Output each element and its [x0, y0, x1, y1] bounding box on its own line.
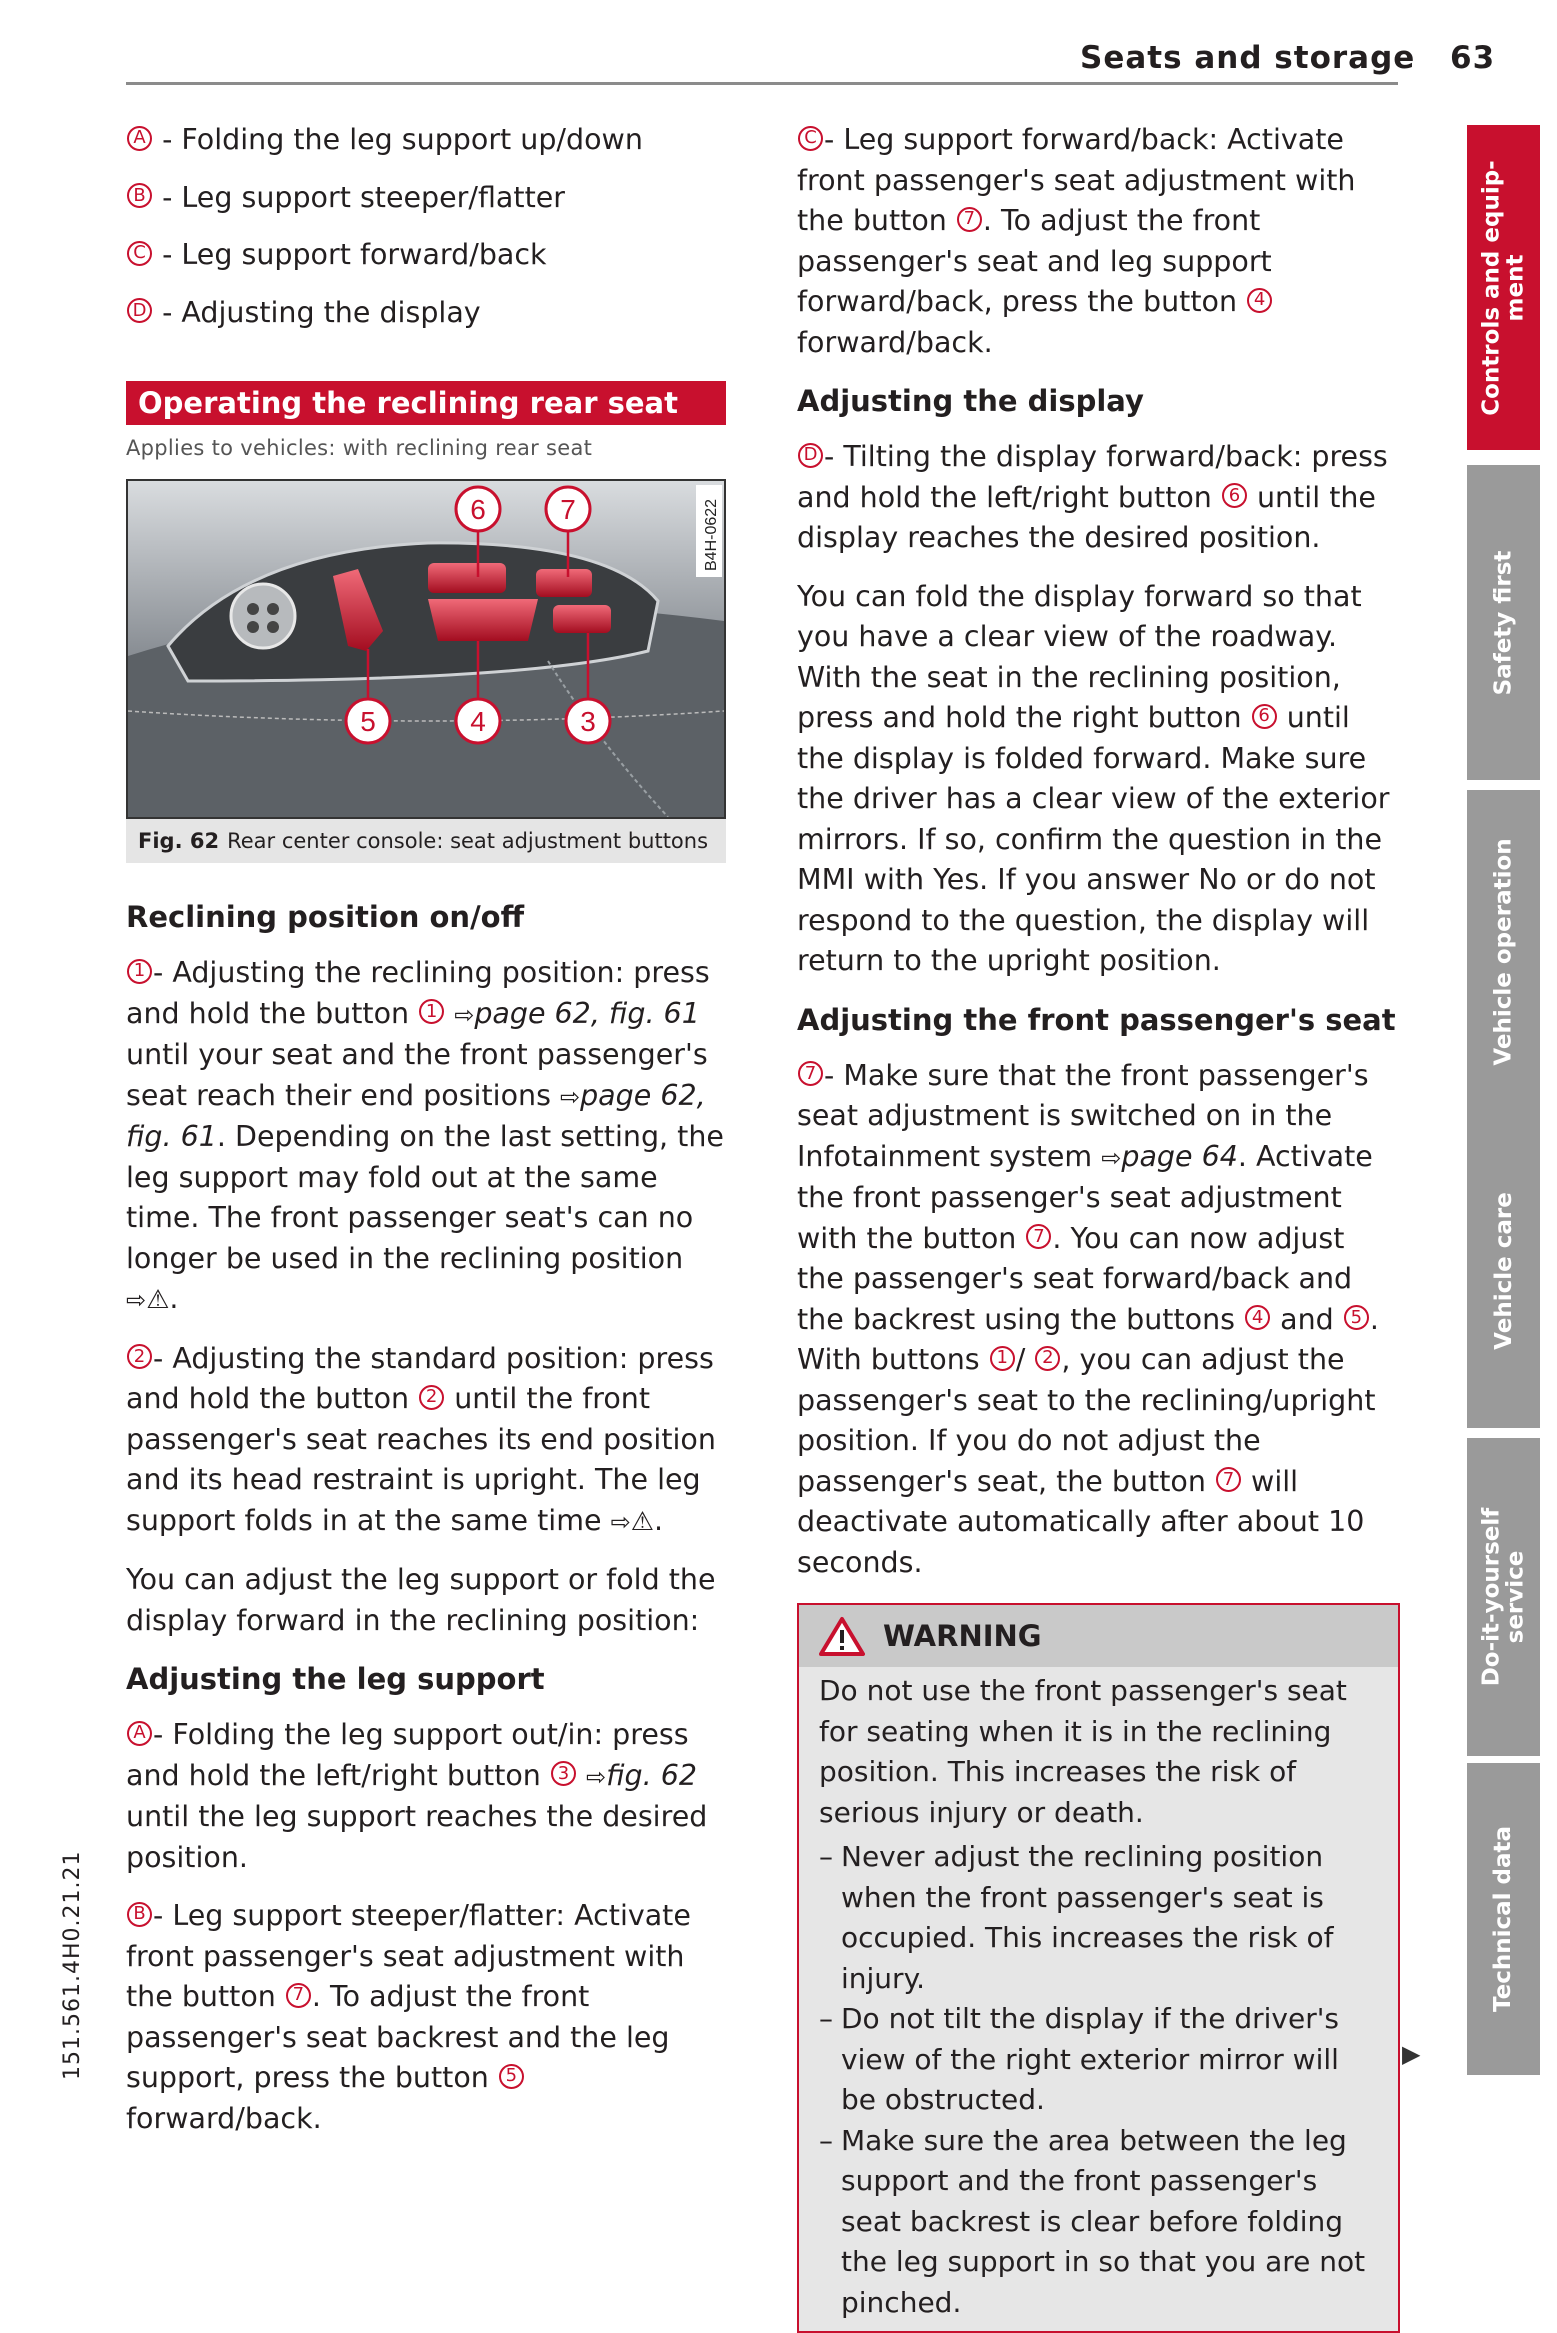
tab-diy-service[interactable] — [1467, 1438, 1540, 1756]
warning-box — [797, 1603, 1400, 2333]
number-circle: 3 — [551, 1761, 576, 1786]
callout-label: 6 — [470, 494, 486, 525]
letter-circle: B — [127, 183, 152, 208]
number-circle: 4 — [1245, 1305, 1270, 1330]
number-circle: 4 — [1247, 288, 1272, 313]
next-page-arrow-icon[interactable]: ▶ — [1402, 2040, 1421, 2068]
left-column — [126, 120, 726, 2157]
tab-technical-data[interactable] — [1467, 1763, 1540, 2075]
number-circle: 2 — [1035, 1346, 1060, 1371]
number-circle: 7 — [798, 1061, 823, 1086]
number-circle: 2 — [419, 1385, 444, 1410]
cross-ref-arrow-icon: ⇨ — [126, 1286, 147, 1314]
tab-label: Do-it-yourself service — [1478, 1507, 1529, 1687]
number-circle: 7 — [1216, 1467, 1241, 1492]
letter-circle: C — [127, 241, 152, 266]
tab-safety[interactable] — [1467, 465, 1540, 780]
callout-label: 4 — [470, 706, 486, 737]
warning-item: – Never adjust the reclining position when the front passenger's seat is occupied. This increases the risk of injury. — [819, 1837, 1378, 1999]
warning-body — [799, 1667, 1398, 2331]
running-header-section: Seats and storage — [1080, 40, 1416, 76]
right-column — [797, 120, 1400, 2333]
paragraph-front-passenger: 7 - Make sure that the front passenger's seat adjustment is switched on in the Infotainment system ⇨page 64. Activate the front passenger's seat adjustment with the button 7 . You can now adjust the passenger's seat forward/back and the backrest using the buttons 4 and 5 . With buttons 1 / 2 , you can adjust the passenger's seat to the reclining/upright position. If you do not adjust the passenger's seat, the button 7 will deactivate automatically after about 10 seconds. — [797, 1058, 1379, 1579]
tab-label: Safety first — [1490, 550, 1517, 695]
tab-label: Vehicle operation — [1490, 837, 1517, 1066]
paragraph-standard: 2 - Adjusting the standard position: press and hold the button 2 until the front passenger's seat reaches its end position and its head restraint is upright. The leg support folds in at the same time ⇨⚠. — [126, 1341, 716, 1537]
legend-item: C - Leg support forward/back — [126, 235, 726, 276]
number-circle: 5 — [499, 2064, 524, 2089]
cross-ref[interactable]: page 62, fig. 61 — [474, 996, 700, 1030]
warning-item: – Do not tilt the display if the driver's view of the right exterior mirror will be obstructed. — [819, 1999, 1378, 2121]
number-circle: 6 — [1252, 704, 1277, 729]
heading-reclining: Reclining position on/off — [126, 900, 525, 934]
paragraph-adjust-intro: You can adjust the leg support or fold the display forward in the reclining position: — [126, 1563, 716, 1637]
cross-ref[interactable]: page 64 — [1121, 1139, 1238, 1173]
paragraph-leg-b: B - Leg support steeper/flatter: Activate front passenger's seat adjustment with the button 7 . To adjust the front passenger's seat backrest and the leg support, press the button 5 forward/back. — [126, 1899, 691, 2135]
letter-circle: A — [127, 126, 152, 151]
cross-ref-arrow-icon: ⇨ — [1101, 1143, 1122, 1172]
legend-item: A - Folding the leg support up/down — [126, 120, 726, 161]
paragraph-leg-a: A - Folding the leg support out/in: press and hold the left/right button 3 ⇨fig. 62 until the leg support reaches the desired position. — [126, 1718, 708, 1874]
tab-label: Vehicle care — [1490, 1191, 1517, 1350]
warning-header — [799, 1605, 1398, 1667]
cross-ref-arrow-icon: ⇨ — [610, 1507, 631, 1536]
tab-vehicle-operation[interactable] — [1467, 790, 1540, 1113]
number-circle: 1 — [419, 999, 444, 1024]
cross-ref-arrow-icon: ⇨ — [586, 1762, 607, 1791]
seat-buttons-illustration — [128, 481, 724, 817]
number-circle: 1 — [127, 959, 152, 984]
cross-ref[interactable]: page 62, fig. 61 — [126, 1078, 706, 1153]
figure-code: B4H-0622 — [703, 498, 720, 571]
tab-controls[interactable] — [1467, 125, 1540, 450]
letter-circle: B — [127, 1902, 152, 1927]
paragraph-display-fold: You can fold the display forward so that you have a clear view of the roadway. With the seat in the reclining position, press and hold the right button 6 until the display is folded forward. Make sure the driver has a clear view of the exterior mirrors. If so, confirm the question in the MMI with Yes. If you answer No or do not respond to the question, the display will return to the upright position. — [797, 579, 1390, 977]
number-circle: 7 — [957, 207, 982, 232]
figure-62 — [126, 479, 726, 819]
number-circle: 2 — [127, 1344, 152, 1369]
number-circle: 7 — [286, 1983, 311, 2008]
number-circle: 1 — [990, 1346, 1015, 1371]
paragraph-display-d: D - Tilting the display forward/back: press and hold the left/right button 6 until the display reaches the desired position. — [797, 440, 1388, 554]
figure-number: Fig. 62 — [138, 829, 220, 853]
warning-triangle-icon[interactable]: ⚠ — [630, 1506, 654, 1537]
bullet-dash: – — [819, 1840, 833, 1873]
applies-note: Applies to vehicles: with reclining rear seat — [126, 436, 593, 460]
legend-item: D - Adjusting the display — [126, 293, 726, 334]
header-rule — [126, 82, 1398, 85]
letter-circle: D — [798, 443, 823, 468]
tab-label: Technical data — [1490, 1825, 1517, 2013]
legend-item: B - Leg support steeper/flatter — [126, 178, 726, 219]
cross-ref-arrow-icon: ⇨ — [559, 1082, 581, 1111]
tab-label: Controls and equip- ment — [1478, 159, 1529, 416]
heading-front-passenger: Adjusting the front passenger's seat — [797, 1002, 1396, 1037]
warning-triangle-icon — [819, 1616, 865, 1656]
number-circle: 5 — [1344, 1305, 1369, 1330]
heading-display: Adjusting the display — [797, 384, 1144, 418]
cross-ref[interactable]: fig. 62 — [606, 1758, 697, 1792]
number-circle: 7 — [1026, 1224, 1051, 1249]
callout-label: 3 — [580, 706, 596, 737]
bullet-dash: – — [819, 2123, 833, 2157]
document-code: 151.561.4H0.21.21 — [60, 1850, 85, 2080]
letter-circle: A — [127, 1721, 152, 1746]
letter-circle: D — [127, 298, 152, 323]
number-circle: 6 — [1222, 483, 1247, 508]
heading-leg-support: Adjusting the leg support — [126, 1662, 545, 1696]
figure-caption — [126, 819, 726, 863]
warning-item: – Make sure the area between the leg support and the front passenger's seat backrest is clear before folding the leg support in so that you are not pinched. — [819, 2121, 1378, 2324]
paragraph-reclining: 1 - Adjusting the reclining position: press and hold the button 1 ⇨page 62, fig. 61 until your seat and the front passenger's seat reach their end positions ⇨page 62, fig. 61. Depending on the last setting, the leg support may fold out at the same time. The front passenger seat's can no longer be used in the reclining position ⇨⚠. — [126, 956, 724, 1315]
section-title: Operating the reclining rear seat — [126, 381, 726, 425]
figure-caption-text: Rear center console: seat adjustment buttons — [227, 829, 709, 853]
warning-intro: Do not use the front passenger's seat for seating when it is in the reclining position. This increases the risk of serious injury or death. — [819, 1674, 1347, 1829]
letter-circle: C — [798, 126, 823, 151]
warning-list — [819, 1837, 1378, 2323]
cross-ref-arrow-icon: ⇨ — [454, 1000, 475, 1029]
paragraph-leg-c: C - Leg support forward/back: Activate front passenger's seat adjustment with the button 7 . To adjust the front passenger's seat and leg support forward/back, press the button 4 forward/back. — [797, 123, 1356, 359]
callout-label: 7 — [560, 494, 576, 525]
bullet-dash: – — [819, 2002, 833, 2035]
tab-vehicle-care[interactable] — [1467, 1113, 1540, 1428]
warning-triangle-icon[interactable]: ⚠ — [146, 1285, 170, 1315]
warning-title: WARNING — [883, 1619, 1042, 1653]
page-number: 63 — [1450, 40, 1496, 76]
legend-list — [126, 120, 726, 333]
callout-label: 5 — [360, 706, 376, 737]
